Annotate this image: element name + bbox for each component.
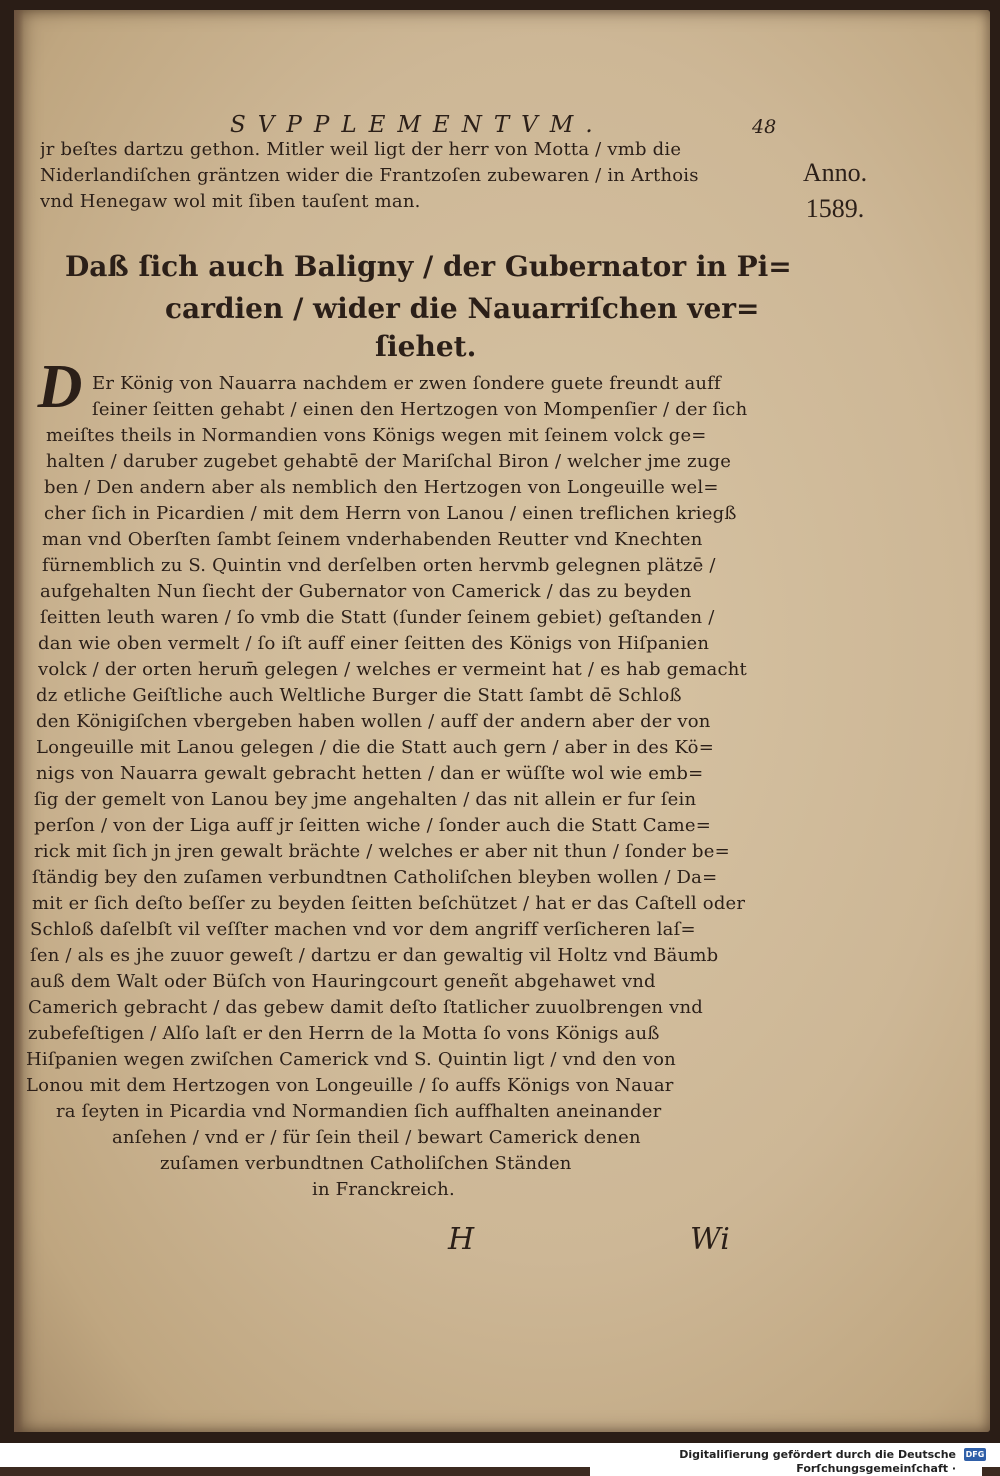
body-line: ſtändig bey den zuſamen verbundtnen Catholiſchen bleyben wollen / Da= xyxy=(32,867,718,888)
running-head: SVPPLEMENTVM. xyxy=(230,112,605,138)
body-line: dz etliche Geiſtliche auch Weltliche Burger die Statt ſambt dē Schloß xyxy=(36,685,682,706)
body-line: anſehen / vnd er / für ſein theil / bewart Camerick denen xyxy=(112,1127,641,1148)
section-heading-line: Daß ſich auch Baligny / der Gubernator in Pi= xyxy=(65,250,792,283)
body-line: Camerich gebracht / das gebew damit deſto ſtatlicher zuuolbrengen vnd xyxy=(28,997,704,1018)
body-line: ſeiner ſeitten gehabt / einen den Hertzogen von Mompenſier / der ſich xyxy=(92,399,748,420)
body-line: den Königiſchen vbergeben haben wollen / auff der andern aber der von xyxy=(36,711,711,732)
body-line: perſon / von der Liga auff jr ſeitten wiche / ſonder auch die Statt Came= xyxy=(34,815,712,836)
catchword: Wi xyxy=(690,1222,730,1257)
body-line: Er König von Nauarra nachdem er zwen ſondere guete freundt auff xyxy=(92,373,721,394)
body-line: rick mit ſich jn jren gewalt brächte / welches er aber nit thun / ſonder be= xyxy=(34,841,730,862)
body-line: ſeitten leuth waren / ſo vmb die Statt (ſunder ſeinem gebiet) geſtanden / xyxy=(40,607,715,628)
body-line: volck / der orten herum̄ gelegen / welches er vermeint hat / es hab gemacht xyxy=(38,659,747,680)
section-heading-line: ſiehet. xyxy=(375,330,477,363)
body-line: zuſamen verbundtnen Catholiſchen Ständen xyxy=(160,1153,572,1174)
body-line: auß dem Walt oder Büſch von Hauringcourt geneñt abgehawet vnd xyxy=(30,971,656,992)
body-line: Schloß daſelbſt vil veſſter machen vnd vor dem angriff verſicheren laſ= xyxy=(30,919,696,940)
signature-mark: H xyxy=(448,1222,475,1257)
body-line: meiſtes theils in Normandien vons Königs wegen mit ſeinem volck ge= xyxy=(46,425,707,446)
top-line: Niderlandiſchen gräntzen wider die Frantzoſen zubewaren / in Arthois xyxy=(40,165,699,186)
top-line: vnd Henegaw wol mit ſiben tauſent man. xyxy=(40,191,421,212)
body-line: Longeuille mit Lanou gelegen / die die Statt auch gern / aber in des Kö= xyxy=(36,737,714,758)
body-line: cher ſich in Picardien / mit dem Herrn von Lanou / einen treflichen kriegß xyxy=(44,503,737,524)
body-line: mit er ſich deſto beſſer zu beyden ſeitten beſchützet / hat er das Caſtell oder xyxy=(32,893,746,914)
body-line: halten / daruber zugebet gehabtē der Mariſchal Biron / welcher jme zuge xyxy=(46,451,732,472)
page-gutter-shadow xyxy=(14,10,24,1432)
body-line: ſig der gemelt von Lanou bey jme angehalten / das nit allein er fur ſein xyxy=(34,789,697,810)
body-line: Hiſpanien wegen zwiſchen Camerick vnd S. Quintin ligt / vnd den von xyxy=(26,1049,676,1070)
section-heading-line: cardien / wider die Nauarriſchen ver= xyxy=(165,292,760,325)
body-line: ra ſeyten in Picardia vnd Normandien ſich auffhalten aneinander xyxy=(56,1101,662,1122)
body-line: ben / Den andern aber als nemblich den Hertzogen von Longeuille wel= xyxy=(44,477,719,498)
body-line: man vnd Oberſten ſambt ſeinem vnderhabenden Reutter vnd Knechten xyxy=(42,529,703,550)
funding-credit: Digitaliſierung gefördert durch die Deutsche Forſchungsgemeinſchaft · xyxy=(590,1448,982,1476)
body-line: dan wie oben vermelt / ſo iſt auff einer ſeitten des Königs von Hiſpanien xyxy=(38,633,710,654)
folio-number: 48 xyxy=(752,116,777,138)
margin-note-anno: Anno. xyxy=(802,158,868,187)
body-line: zubefeſtigen / Alſo laſt er den Herrn de la Motta ſo vons Königs auß xyxy=(28,1023,660,1044)
body-line: in Franckreich. xyxy=(312,1179,455,1200)
drop-cap-initial: D xyxy=(37,353,83,421)
body-line: ſen / als es jhe zuuor geweſt / dartzu er dan gewaltig vil Holtz vnd Bäumb xyxy=(30,945,719,966)
dfg-logo: DFG xyxy=(965,1450,985,1459)
body-line: fürnemblich zu S. Quintin vnd derſelben orten hervmb gelegnen plätzē / xyxy=(42,555,716,576)
margin-note-year: 1589. xyxy=(805,194,865,223)
top-line: jr beſtes dartzu gethon. Mitler weil ligt der herr von Motta / vmb die xyxy=(40,139,682,160)
body-line: nigs von Nauarra gewalt gebracht hetten / dan er wüſſte wol wie emb= xyxy=(36,763,704,784)
body-line: Lonou mit dem Hertzogen von Longeuille / ſo auffs Königs von Nauar xyxy=(26,1075,674,1096)
body-line: aufgehalten Nun ſiecht der Gubernator von Camerick / das zu beyden xyxy=(40,581,692,602)
